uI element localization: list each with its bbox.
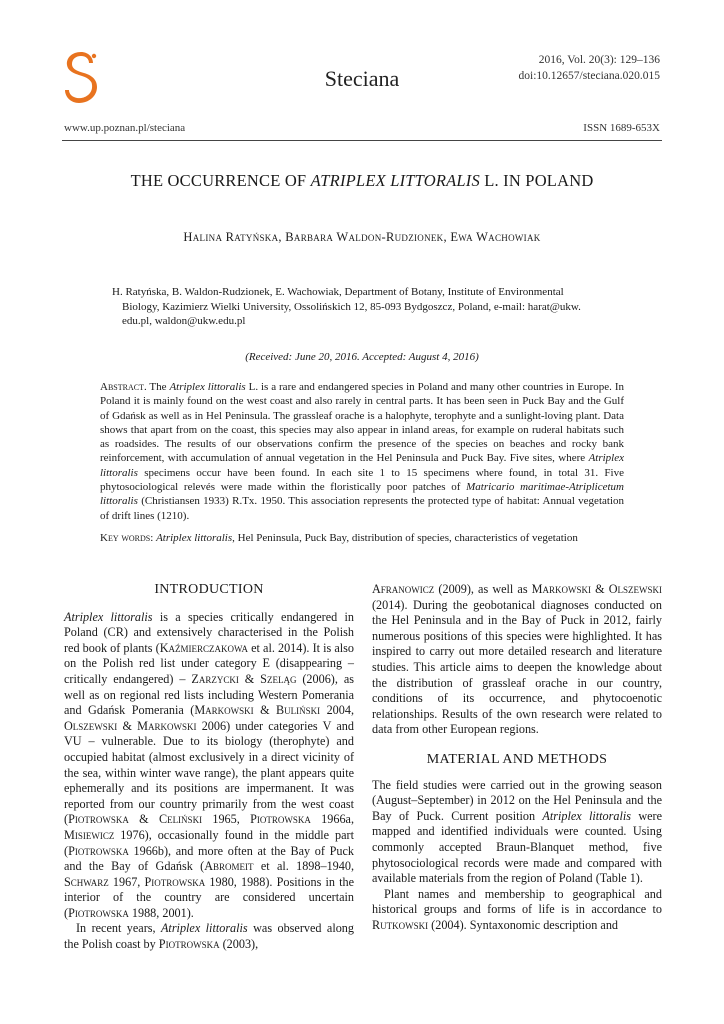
citation-author: Schwarz <box>64 874 109 889</box>
citation-author: Misiewicz <box>64 827 115 842</box>
citation-author: Piotrowska <box>68 812 129 827</box>
title-pre: THE OCCURRENCE OF <box>130 171 311 190</box>
abstract-species: Atriplex littoralis <box>100 452 624 479</box>
abstract-text: (Christiansen 1933) R.Tx. 1950. This association represents the protected type of habitat: Annual vegetation of drift lines (1210). <box>100 495 624 522</box>
affiliation-line-2: Biology, Kazimierz Wielki University, Ossolińskich 12, 85-093 Bydgoszcz, Poland, e-mail: harat@ukw. <box>122 300 581 313</box>
title-post: L. IN POLAND <box>479 171 594 190</box>
journal-name: Steciana <box>324 66 400 91</box>
citation-author: Afranowicz <box>372 582 435 596</box>
abstract <box>100 380 624 523</box>
citation-author: Olszewski <box>608 582 663 596</box>
species-name: Atriplex littoralis <box>64 609 153 624</box>
species-name: Atriplex littoralis <box>542 808 631 823</box>
keywords-text: , Hel Peninsula, Puck Bay, distribution of species, characteristics of vegetation <box>232 532 578 544</box>
introduction-heading: INTRODUCTION <box>154 582 264 597</box>
citation-author: Rutkowski <box>372 917 429 932</box>
citation-author: Markowski <box>137 718 197 733</box>
journal-issue: 2016, Vol. 20(3): 129–136 <box>538 54 660 66</box>
affiliation-line-1: H. Ratyńska, B. Waldon-Rudzionek, E. Wachowiak, Department of Botany, Institute of Environmental <box>112 286 564 298</box>
abstract-label: Abstract <box>100 381 144 393</box>
header-divider <box>62 140 662 141</box>
methods-paragraph-2: Plant names and membership to geographical and historical groups and forms of life is in accordance to Rutkowski (2004). Syntaxonomic description and <box>372 886 662 932</box>
journal-issue-info <box>519 52 661 84</box>
journal-doi: doi:10.12657/steciana.020.015 <box>518 70 660 82</box>
methods-heading: MATERIAL AND METHODS <box>426 751 608 767</box>
citation-author: Markowski <box>531 582 592 596</box>
journal-issn: ISSN 1689-653X <box>583 122 660 134</box>
citation-author: Zarzycki <box>191 671 239 686</box>
citation-author: Abromeit <box>204 859 254 874</box>
citation-author: Olszewski <box>64 718 118 733</box>
article-title <box>0 171 724 191</box>
abstract-text: specimens occur have been found. In each site 1 to 15 specimens where found, in total 31. Five phytosociological relevés were made within the floristically poor patches of <box>100 466 624 494</box>
intro-paragraph-2-start: In recent years, Atriplex littoralis was observed along the Polish coast by Piotrowska (2003), <box>64 921 354 952</box>
abstract-text: L. is a rare and endangered species in Poland and many other countries in Europe. In Poland it is mainly found on the west coast and also rarely in central parts. It has been seen in Puck Bay and the Gulf of Gdańsk as well as in Hel Peninsula. The grassleaf orache is a halophyte, terophyte and a sunlight-loving plant. Data shows that apart from on the coast, this species may also appear in inland areas, for example on ruderal habitats such as roadsides. The results of our observations confirm the presence of the species on beaches and rocky bank reinforcement, with accumulation of annual vegetation in the Hel Peninsula and Puck Bay. Five sites, where <box>100 381 624 465</box>
keywords-label: Key words <box>100 532 151 544</box>
citation-author: Piotrowska <box>68 843 129 858</box>
citation-author: Piotrowska <box>68 905 129 920</box>
title-species: ATRIPLEX LITTORALIS <box>310 171 480 190</box>
journal-url: www.up.poznan.pl/steciana <box>64 122 186 134</box>
affiliation-line-3: edu.pl, waldon@ukw.edu.pl <box>122 315 246 328</box>
citation-author: Piotrowska <box>158 937 220 952</box>
citation-author: Celiński <box>158 812 203 827</box>
column-left <box>64 582 354 953</box>
intro-paragraph-2-cont: Afranowicz (2009), as well as Markowski & Olszewski (2014). During the geobotanical diagnoses conducted on the Hel Peninsula and in the Bay of Puck in 2012, fairly numerous positions of this species were highlighted. It has inspired to carry out more detailed research and literature studies. This article aims to deepen the knowledge about the distribution of grassleaf orache in our country, conditions of its occurrence, and phytocoenotic relationships. Results of the own research were related to data from other European regions. <box>372 582 663 737</box>
citation-author: Kaźmierczakowa <box>159 640 249 655</box>
intro-paragraph-1: Atriplex littoralis is a species critically endangered in Poland (CR) and extensively characterised in the Polish red book of plants (Kaźmierczakowa et al. 2014). It is also on the Polish red list under category E (disappearing – critically endangered) – Zarzycki & Szeląg (2006), as well as on regional red lists including Western Pomerania and Gdańsk Pomerania (Markowski & Buliński 2004, Olszewski & Markowski 2006) under categories V and VU – vulnerable. Due to its biology (therophyte) and occupied habitat (almost exclusively in a direct vicinity of the sea, within winter wave range), the plant appears quite ephemerally and its positions are impermanent. It was reported from our country primarily from the west coast (Piotrowska & Celiński 1965, Piotrowska 1966a, Misiewicz 1976), occasionally found in the middle part (Piotrowska 1966b), and more often at the Bay of Puck and the Bay of Gdańsk (Abromeit et al. 1898–1940, Schwarz 1967, Piotrowska 1980, 1988). Positions in the interior of the country are considered uncertain (Piotrowska 1988, 2001). <box>64 609 355 920</box>
citation-author: Markowski <box>194 703 254 718</box>
citation-author: Piotrowska <box>250 812 311 827</box>
keywords-species: Atriplex littoralis <box>156 532 233 544</box>
affiliation <box>112 285 624 329</box>
article-authors: Halina Ratyńska, Barbara Waldon-Rudzionek, Ewa Wachowiak <box>183 230 541 244</box>
citation-author: Piotrowska <box>144 874 206 889</box>
abstract-species: Atriplex littoralis <box>169 381 246 393</box>
received-dates: (Received: June 20, 2016. Accepted: August 4, 2016) <box>245 351 479 363</box>
abstract-association: Matricario maritimae-Atriplicetum littoralis <box>100 481 624 508</box>
citation-author: Szeląg <box>260 671 297 686</box>
keywords: Key words: Atriplex littoralis, Hel Peninsula, Puck Bay, distribution of species, characteristics of vegetation <box>100 532 578 544</box>
methods-paragraph-1: The field studies were carried out in the growing season (August–September) in 2012 on the Hel Peninsula and the Bay of Puck. Current position Atriplex littoralis were mapped and identified individuals were counted. Using commonly accepted Braun-Blanquet method, five phytosociological records were made and compared with available materials from the region of Poland (Table 1). <box>372 777 662 886</box>
abstract-text: . The <box>143 381 170 393</box>
column-right <box>372 582 662 933</box>
species-name: Atriplex littoralis <box>160 921 248 936</box>
citation-author: Buliński <box>276 703 321 718</box>
